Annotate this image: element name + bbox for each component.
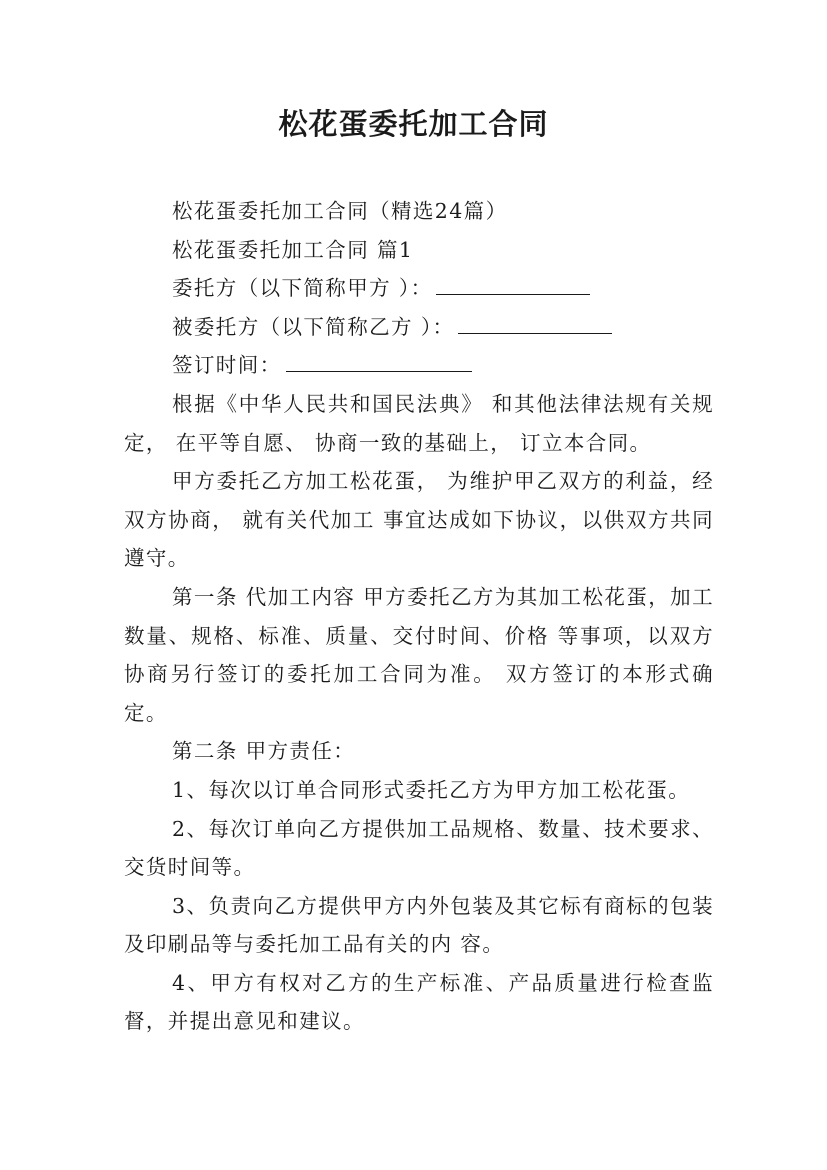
paragraph-item-4: 4、甲方有权对乙方的生产标准、产品质量进行检查监督，并提出意见和建议。: [124, 970, 714, 1034]
paragraph-item-3: 3、负责向乙方提供甲方内外包装及其它标有商标的包装及印刷品等与委托加工品有关的内 容。: [124, 893, 714, 957]
paragraph-sign-date: [124, 346, 714, 385]
party-b-blank: [458, 311, 612, 334]
paragraph-article-1: 第一条 代加工内容 甲方委托乙方为其加工松花蛋，加工数量、规格、标准、质量、交付时间、价格 等事项，以双方协商另行签订的委托加工合同为准。 双方签订的本形式确定。: [124, 584, 714, 725]
paragraph-item-2: 2、每次订单向乙方提供加工品规格、数量、技术要求、交货时间等。: [124, 816, 714, 880]
party-a-blank: [436, 272, 590, 295]
sign-date-blank: [286, 349, 472, 372]
party-b-label: 被委托方（以下简称乙方 ）：: [172, 314, 455, 339]
document-title: 松花蛋委托加工合同: [278, 107, 549, 141]
paragraph-section-heading: 松花蛋委托加工合同 篇1: [172, 237, 414, 262]
party-a-label: 委托方（以下简称甲方 ）：: [172, 276, 433, 301]
sign-date-label: 签订时间：: [172, 353, 282, 378]
document-body: [124, 192, 714, 1041]
paragraph-party-b: [124, 308, 714, 347]
paragraph-purpose: 甲方委托乙方加工松花蛋， 为维护甲乙双方的利益，经双方协商， 就有关代加工 事宜达成如下协议，以供双方共同遵守。: [124, 469, 714, 571]
paragraph-legal-basis: 根据《中华人民共和国民法典》 和其他法律法规有关规定， 在平等自愿、 协商一致的基础上， 订立本合同。: [124, 391, 714, 455]
paragraph-article-2-heading: 第二条 甲方责任：: [172, 739, 356, 764]
paragraph-party-a: [124, 269, 714, 308]
paragraph-item-1: 1、每次以订单合同形式委托乙方为甲方加工松花蛋。: [172, 777, 691, 802]
paragraph-subtitle: 松花蛋委托加工合同（精选24篇）: [172, 199, 508, 223]
